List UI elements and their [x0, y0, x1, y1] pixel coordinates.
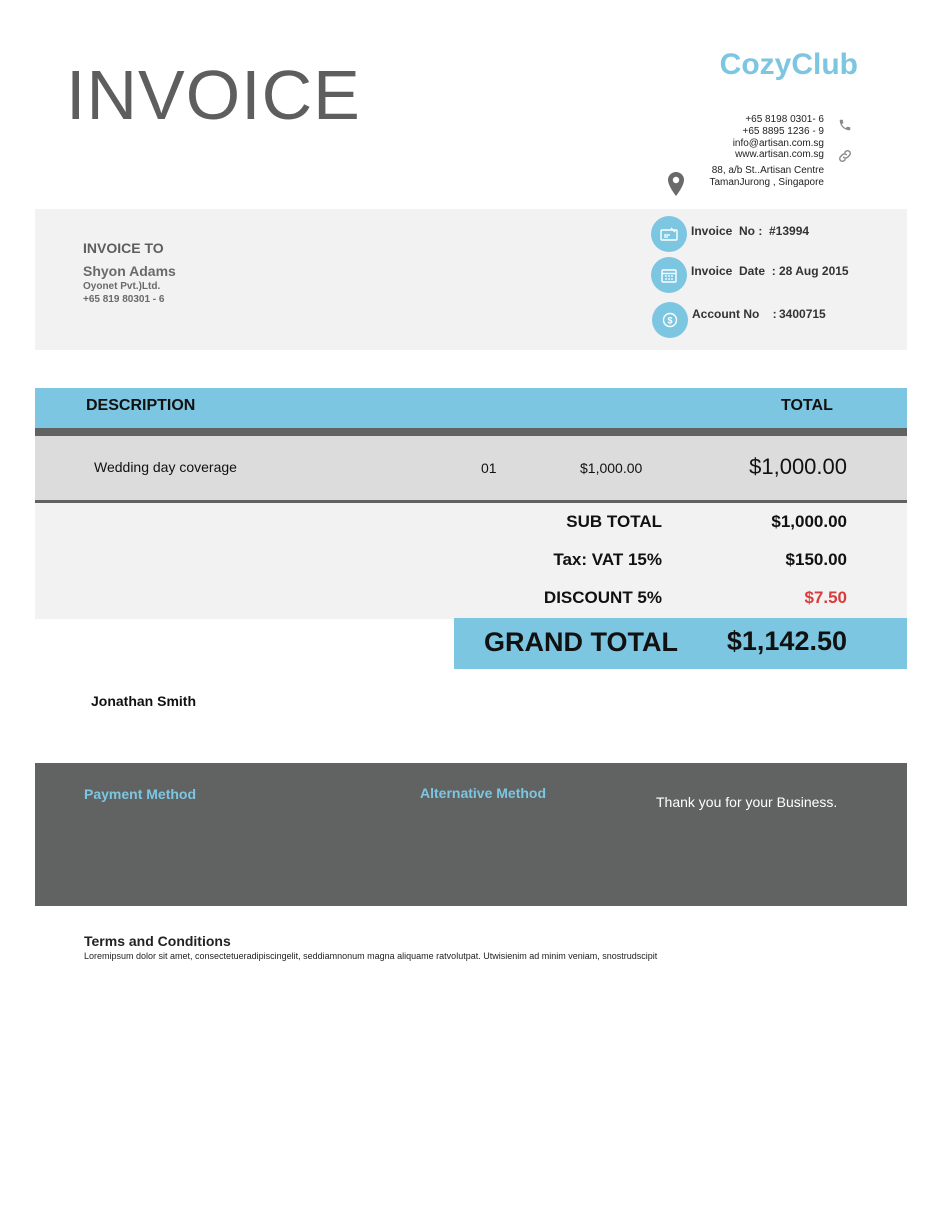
- payment-method-heading: Payment Method: [84, 786, 197, 802]
- contact-email: info@artisan.com.sg: [732, 138, 824, 149]
- invoice-no-label: Invoice No :: [691, 224, 763, 238]
- bill-to-company: Oyonet Pvt.)Ltd.: [83, 281, 161, 292]
- col-description: DESCRIPTION: [86, 397, 196, 414]
- link-icon: [837, 148, 853, 164]
- dollar-icon: [652, 302, 688, 338]
- item-description: Wedding day coverage: [94, 459, 237, 475]
- bill-to-name: Shyon Adams: [83, 263, 176, 279]
- bill-to-heading: INVOICE TO: [83, 240, 164, 256]
- col-total: TOTAL: [781, 397, 833, 414]
- contact-address-1: 88, a/b St..Artisan Centre: [711, 165, 824, 176]
- contact-address-2: TamanJurong , Singapore: [709, 177, 824, 188]
- contact-website: www.artisan.com.sg: [735, 149, 824, 160]
- subtotal-value: $1,000.00: [771, 512, 847, 531]
- alternative-method-heading: Alternative Method: [420, 785, 547, 801]
- tax-value: $150.00: [785, 550, 847, 569]
- subtotal-label: SUB TOTAL: [566, 512, 662, 531]
- contact-phone-1: +65 8198 0301- 6: [745, 114, 824, 125]
- grand-total-value: $1,142.50: [726, 626, 847, 656]
- header-divider: [35, 428, 907, 436]
- discount-label: DISCOUNT 5%: [543, 588, 662, 607]
- signer-name: Jonathan Smith: [91, 693, 197, 709]
- account-no-label: Account No :: [692, 307, 777, 321]
- invoice-date-value: 28 Aug 2015: [779, 264, 849, 278]
- location-icon: [667, 171, 685, 197]
- invoice-icon: [651, 216, 687, 252]
- terms-text: Loremipsum dolor sit amet, consectetueradipiscingelit, seddiamnonum magna aliquame ratvolutpat. Utwisienim ad minim veniam, snostrudscipit: [84, 951, 658, 961]
- invoice-date-label: Invoice Date :: [691, 264, 776, 278]
- thank-you-message: Thank you for your Business.: [656, 794, 838, 810]
- bill-to-phone: +65 819 80301 - 6: [83, 294, 165, 305]
- item-qty: 01: [481, 460, 497, 476]
- grand-total-label: GRAND TOTAL: [484, 627, 678, 657]
- invoice-no-value: #13994: [769, 224, 810, 238]
- item-price: $1,000.00: [580, 460, 643, 476]
- contact-phone-2: +65 8895 1236 - 9: [742, 126, 824, 137]
- item-total: $1,000.00: [749, 454, 847, 479]
- calendar-icon: [651, 257, 687, 293]
- phone-icon: [838, 118, 852, 132]
- discount-value: $7.50: [804, 588, 847, 607]
- account-no-value: 3400715: [779, 307, 826, 321]
- tax-label: Tax: VAT 15%: [553, 550, 662, 569]
- invoice-title: INVOICE: [66, 56, 361, 134]
- svg-text:$: $: [667, 315, 673, 326]
- terms-heading: Terms and Conditions: [84, 933, 231, 949]
- brand-name: CozyClub: [719, 48, 858, 81]
